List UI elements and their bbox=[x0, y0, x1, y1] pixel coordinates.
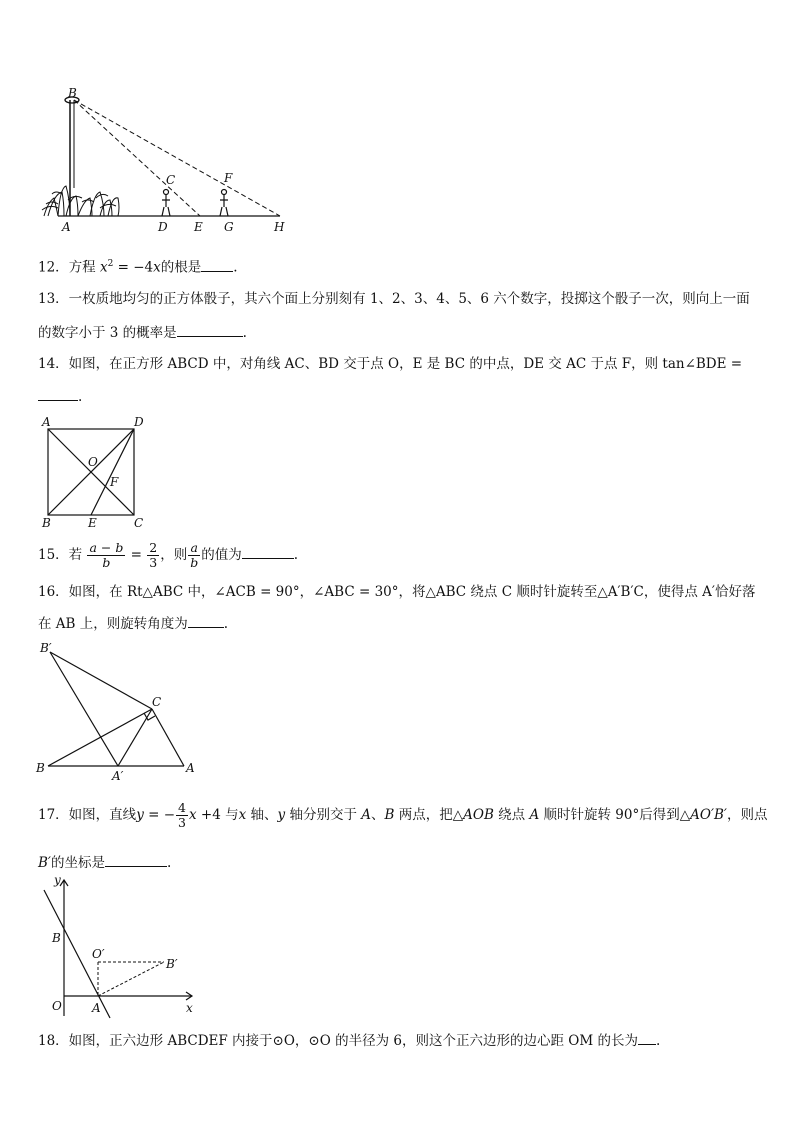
label-B: B bbox=[68, 88, 77, 100]
q17-point-B1: B′ bbox=[38, 855, 51, 871]
axis-label-y: y bbox=[54, 873, 61, 887]
q13-line2-text: 的数字小于 3 的概率是 bbox=[38, 325, 177, 341]
answer-blank-13[interactable] bbox=[177, 322, 243, 337]
q12-post: 的根是 bbox=[160, 259, 202, 276]
sq-label-F: F bbox=[110, 475, 119, 489]
q17-fraction: $\frac{4}{3}$ bbox=[178, 800, 186, 830]
rt-label-B1: B′ bbox=[40, 641, 52, 655]
label-A: A bbox=[62, 220, 71, 234]
question-12 bbox=[38, 254, 238, 278]
q12-equals: = −4 bbox=[113, 259, 154, 276]
figure-rotated-triangle bbox=[32, 638, 212, 780]
q12-var-x: x bbox=[99, 259, 108, 276]
question-16-line1: 16．如图，在 Rt△ABC 中，∠ACB = 90°，∠ABC = 30°，将△ABC 绕点 C 顺时针旋转至△A′B′C，使得点 A′恰好落 bbox=[38, 584, 756, 600]
answer-blank-15[interactable] bbox=[242, 544, 294, 559]
sq-label-D: D bbox=[134, 415, 144, 429]
question-17-line2 bbox=[38, 852, 171, 873]
answer-blank-14[interactable] bbox=[38, 386, 78, 401]
axis-label-x: x bbox=[186, 1001, 193, 1015]
answer-blank-16[interactable] bbox=[188, 613, 224, 628]
label-E: E bbox=[194, 220, 203, 234]
coord-label-B: B bbox=[52, 931, 61, 945]
sq-label-A: A bbox=[42, 415, 51, 429]
q15-end: . bbox=[293, 547, 299, 563]
q15-mid: ，则 bbox=[160, 547, 188, 563]
rt-label-A1: A′ bbox=[112, 769, 124, 780]
label-C: C bbox=[166, 173, 176, 187]
sq-label-E: E bbox=[88, 516, 97, 530]
q17-var-y: y bbox=[136, 807, 144, 823]
coord-label-A: A bbox=[92, 1001, 101, 1015]
q17-pre: 17．如图，直线 bbox=[38, 807, 137, 823]
label-H: H bbox=[274, 220, 285, 234]
label-G: G bbox=[224, 220, 234, 234]
question-15 bbox=[38, 538, 298, 572]
q12-var-x2: x bbox=[153, 259, 161, 276]
q12-text: 方程 bbox=[68, 259, 96, 276]
coord-label-O: O bbox=[52, 999, 62, 1013]
question-16-line2 bbox=[38, 613, 228, 634]
q18-end: . bbox=[655, 1033, 661, 1049]
q17-equals: = − bbox=[143, 807, 176, 823]
label-D: D bbox=[158, 220, 168, 234]
question-13-line1: 13．一枚质地均匀的正方体骰子，其六个面上分别刻有 1、2、3、4、5、6 六个数字，投掷这个骰子一次，则向上一面 bbox=[38, 291, 750, 307]
question-17-line1: 17．如图，直线y = − $\frac{4}{3}$ x +4 与x 轴、y 轴分别交于 A、B 两点，把△AOB 绕点 A 顺时针旋转 90°后得到△AO′B′，则点 bbox=[38, 800, 768, 830]
sq-label-B: B bbox=[42, 516, 51, 530]
q13-end: . bbox=[242, 325, 247, 341]
q12-end: . bbox=[233, 259, 238, 276]
q16-line2-text: 在 AB 上，则旋转角度为 bbox=[38, 616, 188, 632]
q15-fraction-3: $\frac{a}{b}$ bbox=[190, 540, 199, 570]
q12-number: 12． bbox=[38, 259, 69, 276]
label-F: F bbox=[224, 171, 233, 185]
rt-label-A: A bbox=[186, 761, 195, 775]
q17-var-x: x bbox=[189, 807, 197, 823]
q15-number: 15．若 bbox=[38, 547, 83, 563]
question-14-line2 bbox=[38, 386, 82, 407]
figure-lamp-shadow bbox=[38, 88, 298, 238]
question-18 bbox=[38, 1030, 660, 1051]
q16-end: . bbox=[223, 616, 229, 632]
q12-exponent: 2 bbox=[107, 259, 114, 269]
q14-end: . bbox=[78, 389, 83, 405]
q17-end: . bbox=[167, 855, 172, 871]
coord-label-B1: B′ bbox=[166, 957, 178, 971]
q17-plus: +4 与 bbox=[196, 807, 239, 823]
q18-text: 18．如图，正六边形 ABCDEF 内接于⊙O，⊙O 的半径为 6，则这个正六边形的边心距 OM 的长为 bbox=[38, 1033, 638, 1049]
answer-blank-12[interactable] bbox=[201, 257, 233, 272]
q15-fraction-2: $\frac{2}{3}$ bbox=[149, 540, 158, 570]
rt-label-B: B bbox=[36, 761, 45, 775]
figure-coordinate-rotation bbox=[36, 872, 206, 1022]
question-14-line1: 14．如图，在正方形 ABCD 中，对角线 AC、BD 交于点 O，E 是 BC 的中点，DE 交 AC 于点 F，则 tan∠BDE = bbox=[38, 356, 743, 372]
sq-label-O: O bbox=[88, 455, 98, 469]
question-13-line2 bbox=[38, 322, 247, 343]
q17-line2-text: 的坐标是 bbox=[51, 855, 105, 871]
q15-equals: = bbox=[126, 547, 147, 563]
q15-post: 的值为 bbox=[201, 547, 242, 563]
rt-label-C: C bbox=[152, 695, 162, 709]
q15-fraction-1: $\frac{a - b}{b}$ bbox=[89, 540, 124, 570]
sq-label-C: C bbox=[134, 516, 144, 530]
figure-square-abcd bbox=[36, 414, 156, 532]
answer-blank-18[interactable] bbox=[638, 1030, 656, 1045]
coord-label-O1: O′ bbox=[92, 947, 105, 961]
answer-blank-17[interactable] bbox=[105, 852, 167, 867]
